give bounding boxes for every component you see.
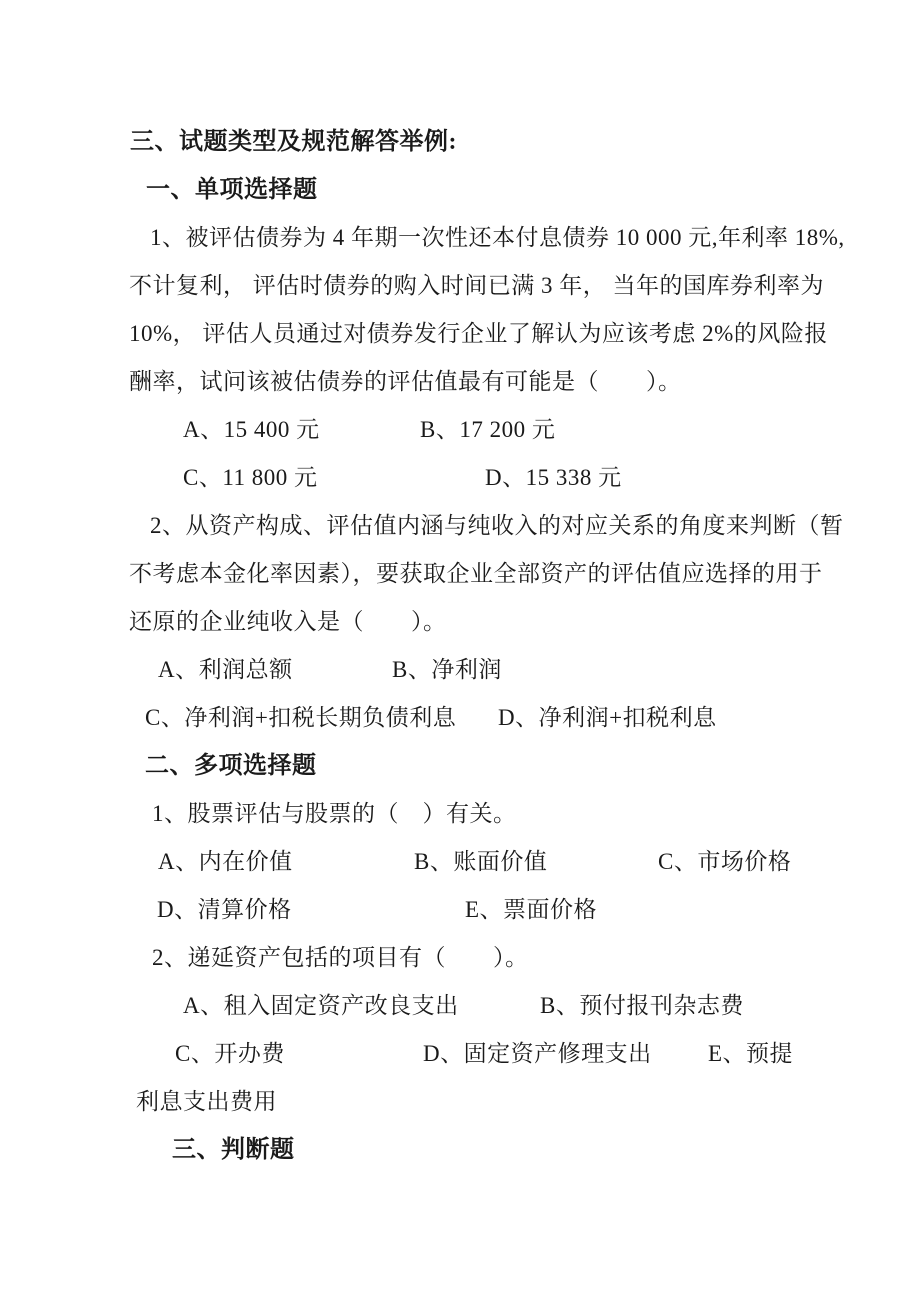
sc-q1-line-2: 不计复利， 评估时债券的购入时间已满 3 年， 当年的国库券利率为: [129, 273, 824, 298]
sc-q2-option-d: D、净利润+扣税利息: [498, 705, 717, 730]
sc-q1-option-d: D、15 338 元: [485, 465, 622, 490]
sc-q1-line-3: 10%， 评估人员通过对债券发行企业了解认为应该考虑 2%的风险报: [129, 321, 828, 346]
mc-q2-option-e: E、预提: [708, 1041, 794, 1066]
sc-q2-line-1: 2、从资产构成、评估值内涵与纯收入的对应关系的角度来判断（暂: [150, 513, 844, 538]
main-heading: 三、试题类型及规范解答举例:: [130, 129, 457, 155]
mc-q2-option-b: B、预付报刊杂志费: [540, 993, 744, 1018]
sc-q1-option-a: A、15 400 元: [183, 417, 320, 442]
sc-q1-line-1: 1、被评估债券为 4 年期一次性还本付息债券 10 000 元,年利率 18%,: [150, 225, 845, 250]
mc-q2-line: 2、递延资产包括的项目有（ ）。: [152, 945, 529, 970]
section-heading-judgement: 三、判断题: [172, 1137, 295, 1163]
mc-q1-line: 1、股票评估与股票的（ ）有关。: [152, 801, 517, 826]
section-heading-multi-choice: 二、多项选择题: [145, 753, 317, 779]
sc-q2-option-a: A、利润总额: [158, 657, 293, 682]
mc-q1-option-e: E、票面价格: [465, 897, 598, 922]
mc-q1-option-d: D、清算价格: [157, 897, 292, 922]
mc-q2-option-a: A、租入固定资产改良支出: [183, 993, 459, 1018]
sc-q1-line-4: 酬率，试问该被估债券的评估值最有可能是（ ）。: [129, 369, 682, 394]
section-heading-single-choice: 一、单项选择题: [146, 177, 318, 203]
mc-q2-option-c: C、开办费: [175, 1041, 285, 1066]
sc-q2-line-3: 还原的企业纯收入是（ ）。: [129, 609, 447, 634]
sc-q1-option-b: B、17 200 元: [420, 417, 556, 442]
sc-q2-line-2: 不考虑本金化率因素），要获取企业全部资产的评估值应选择的用于: [129, 561, 823, 586]
mc-q2-option-d: D、固定资产修理支出: [423, 1041, 652, 1066]
sc-q2-option-c: C、净利润+扣税长期负债利息: [145, 705, 457, 730]
mc-q1-option-a: A、内在价值: [158, 849, 293, 874]
sc-q1-option-c: C、11 800 元: [183, 465, 318, 490]
mc-q1-option-c: C、市场价格: [658, 849, 792, 874]
mc-q2-option-e-continuation: 利息支出费用: [136, 1089, 277, 1114]
mc-q1-option-b: B、账面价值: [414, 849, 548, 874]
sc-q2-option-b: B、净利润: [392, 657, 502, 682]
